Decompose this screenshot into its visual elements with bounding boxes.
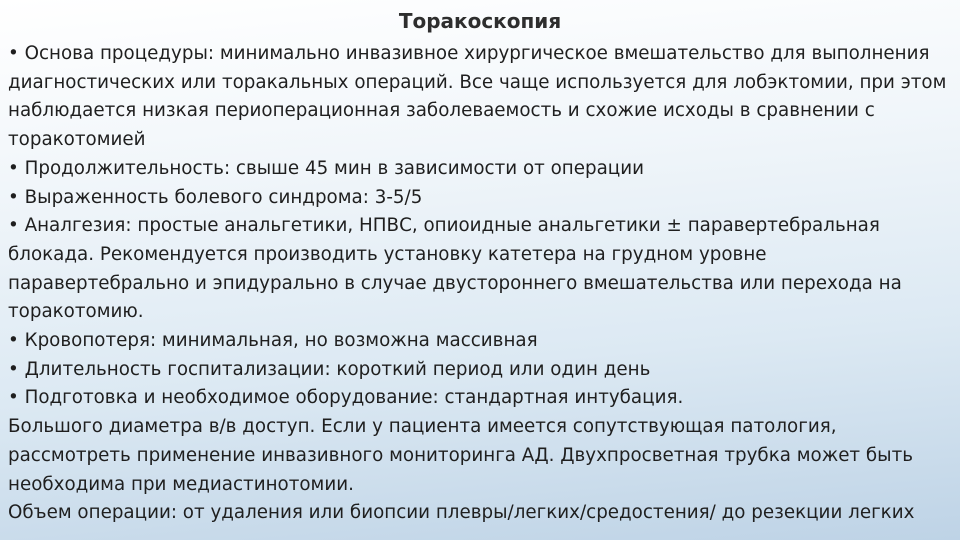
paragraph-preparation: • Подготовка и необходимое оборудование: стандартная интубация. bbox=[8, 387, 684, 409]
paragraph-basis: • Основа процедуры: минимально инвазивное хирургическое вмешательство для выполнения диагностических или торакальных операций. Все чаще используется для лобэктомии, при этом наблюдается низкая периоперационная заболеваемость и схожие исходы в сравнении с торакотомией bbox=[8, 43, 947, 151]
paragraph-analgesia: • Аналгезия: простые анальгетики, НПВС, опиоидные анальгетики ± паравертебральная блокада. Рекомендуется производить установку катетера на грудном уровне паравертебрально и эпидурально в случае двустороннего вмешательства или перехода на торакотомию. bbox=[8, 215, 902, 323]
paragraph-iv-access: Большого диаметра в/в доступ. Если у пациента имеется сопутствующая патология, рассмотреть применение инвазивного мониторинга АД. Двухпросветная трубка может быть необходима при медиастинотомии. bbox=[8, 416, 914, 495]
paragraph-pain: • Выраженность болевого синдрома: 3-5/5 bbox=[8, 186, 423, 208]
slide-title: Торакоскопия bbox=[398, 9, 562, 33]
paragraph-hospital-stay: • Длительность госпитализации: короткий период или один день bbox=[8, 358, 651, 380]
paragraph-blood-loss: • Кровопотеря: минимальная, но возможна массивная bbox=[8, 330, 538, 352]
slide-body bbox=[8, 40, 952, 528]
paragraph-duration: • Продолжительность: свыше 45 мин в зависимости от операции bbox=[8, 157, 644, 179]
paragraph-scope: Объем операции: от удаления или биопсии плевры/легких/средостения/ до резекции легких bbox=[8, 502, 915, 524]
